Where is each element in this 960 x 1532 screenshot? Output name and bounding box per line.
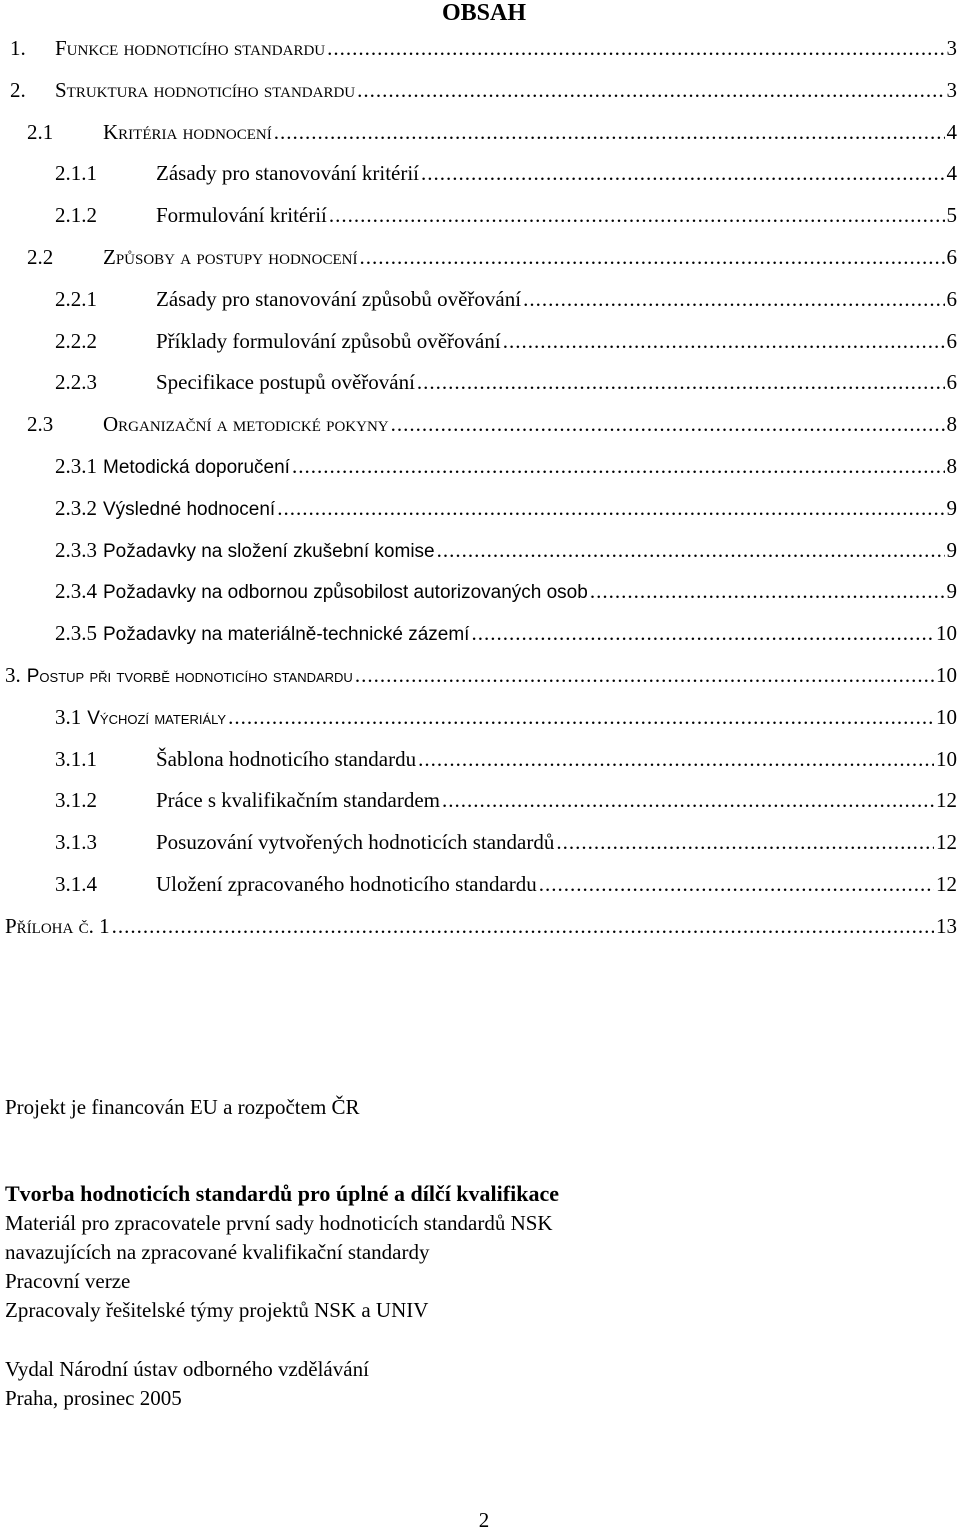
toc-entry-title: Posuzování vytvořených hodnoticích standardů (156, 830, 555, 855)
toc-entry-title: Požadavky na materiálně-technické zázemí (103, 624, 470, 646)
toc-entry-title: Práce s kvalifikačním standardem (156, 788, 440, 813)
toc-entry-number: 3.1.4 (55, 872, 97, 896)
toc-entry[interactable] (55, 827, 957, 857)
toc-entry-page: 6 (946, 286, 957, 311)
toc-entry[interactable] (55, 200, 957, 230)
dot-leader (391, 409, 945, 439)
toc-entry-title: Výsledné hodnocení (103, 498, 276, 520)
dot-leader (503, 326, 945, 356)
toc-entry-page: 3 (946, 36, 957, 60)
toc-entry-page: 10 (936, 704, 957, 729)
toc-entry[interactable] (55, 535, 957, 565)
toc-entry-number: 2.2.2 (55, 328, 97, 353)
publisher-line: Vydal Národní ústav odborného vzdělávání (5, 1357, 369, 1381)
toc-entry[interactable] (10, 75, 957, 105)
dot-leader (359, 242, 944, 272)
dot-leader (437, 535, 945, 565)
toc-entry[interactable] (55, 326, 957, 356)
dot-leader (539, 869, 934, 899)
toc-entry-number: 2.2 (27, 245, 54, 269)
dot-leader (292, 451, 945, 481)
toc-entry-title: Uložení zpracovaného hodnoticího standardu (156, 872, 537, 896)
toc-entry-number: 2.3.3 (55, 537, 97, 562)
toc-entry-page: 9 (946, 579, 957, 604)
toc-heading: OBSAH (441, 0, 527, 26)
description-line: Materiál pro zpracovatele první sady hodnoticích standardů NSK (5, 1211, 553, 1235)
dot-leader (590, 576, 945, 606)
toc-entry-title: Specifikace postupů ověřování (156, 370, 415, 395)
toc-entry-number: 3.1.3 (55, 830, 97, 855)
toc-entry-page: 3 (946, 77, 957, 102)
toc-entry-page: 10 (936, 746, 957, 771)
dot-leader (277, 493, 944, 523)
toc-entry-title: Kritéria hodnocení (103, 119, 272, 144)
toc-entry-title: Funkce hodnoticího standardu (55, 36, 326, 60)
page-number: 2 (478, 1508, 490, 1532)
toc-entry-page: 5 (946, 203, 957, 228)
toc-entry[interactable] (55, 367, 957, 397)
dot-leader (417, 367, 945, 397)
toc-entry-page: 6 (946, 328, 957, 353)
toc-entry-page: 12 (936, 830, 957, 855)
project-description (5, 1209, 553, 1325)
description-line: Pracovní verze (5, 1269, 131, 1293)
toc-entry-title: Formulování kritérií (156, 203, 327, 228)
toc-entry-page: 4 (946, 161, 957, 186)
dot-leader (556, 827, 934, 857)
toc-entry-number: 2.2.3 (55, 370, 97, 395)
dot-leader (228, 702, 934, 732)
toc-entry-title: Metodická doporučení (103, 457, 290, 478)
toc-entry[interactable] (55, 744, 957, 774)
toc-entry-title: Postup při tvorbě hodnoticího standardu (26, 666, 353, 687)
toc-entry-number: 2.3.5 (55, 621, 97, 646)
toc-entry[interactable] (27, 242, 957, 272)
toc-entry-number: 2.3.4 (55, 579, 97, 604)
toc-entry[interactable] (55, 451, 957, 481)
toc-entry-number: 3. (5, 663, 21, 687)
toc-entry-number: 1. (10, 36, 26, 60)
toc-entry[interactable] (55, 158, 957, 188)
dot-leader (329, 200, 945, 230)
toc-entry[interactable] (55, 869, 957, 899)
toc-entry-title: Výchozí materiály (87, 707, 227, 729)
toc-entry[interactable] (27, 117, 957, 147)
toc-entry-number: 2. (10, 77, 26, 102)
dot-leader (523, 284, 944, 314)
toc-entry-number: 2.3 (27, 412, 54, 437)
toc-entry[interactable] (55, 284, 957, 314)
toc-entry-title: Požadavky na složení zkušební komise (103, 540, 435, 562)
dot-leader (442, 785, 934, 815)
toc-entry-number: 2.1.1 (55, 161, 97, 186)
toc-entry-page: 6 (946, 370, 957, 395)
description-line: Zpracovaly řešitelské týmy projektů NSK a UNIV (5, 1298, 429, 1322)
toc-entry-page: 10 (936, 621, 957, 646)
project-title: Tvorba hodnoticích standardů pro úplné a dílčí kvalifikace (5, 1181, 559, 1206)
toc-entry-title: Zásady pro stanovování způsobů ověřování (156, 286, 522, 311)
toc-entry-title: Zásady pro stanovování kritérií (156, 161, 420, 186)
toc-entry-page: 12 (936, 788, 957, 813)
toc-entry-page: 13 (936, 913, 957, 938)
toc-entry-number: 3.1 (55, 704, 82, 729)
dot-leader (355, 660, 934, 690)
toc-entry-number: 3.1.2 (55, 788, 97, 813)
toc-entry-title: Šablona hodnoticího standardu (156, 746, 417, 771)
toc-entry-page: 6 (946, 245, 957, 269)
toc-entry-page: 9 (946, 495, 957, 520)
dot-leader (112, 911, 934, 941)
toc-entry-number: 2.1 (27, 119, 54, 144)
dot-leader (421, 158, 944, 188)
toc-entry-page: 8 (946, 412, 957, 437)
toc-entry-page: 9 (946, 537, 957, 562)
toc-entry-page: 4 (946, 119, 957, 144)
toc-entry-title: Příloha č. 1 (5, 913, 110, 938)
toc-entry-number: 2.3.2 (55, 495, 97, 520)
publisher-info (5, 1355, 369, 1413)
toc-entry-title: Příklady formulování způsobů ověřování (156, 328, 501, 353)
toc-entry-page: 8 (946, 454, 957, 478)
toc-entry[interactable] (55, 785, 957, 815)
toc-entry[interactable] (55, 702, 957, 732)
toc-entry[interactable] (5, 911, 957, 941)
toc-entry-number: 2.2.1 (55, 286, 97, 311)
dot-leader (274, 117, 945, 147)
funding-note: Projekt je financován EU a rozpočtem ČR (5, 1095, 360, 1119)
description-line: navazujících na zpracované kvalifikační standardy (5, 1240, 430, 1264)
toc-entry[interactable] (10, 33, 957, 63)
toc-entry-title: Struktura hodnoticího standardu (55, 77, 356, 102)
toc-entry-page: 10 (936, 663, 957, 687)
dot-leader (327, 33, 944, 63)
toc-entry-title: Způsoby a postupy hodnocení (103, 245, 358, 269)
toc-entry-number: 3.1.1 (55, 746, 97, 771)
dot-leader (471, 618, 934, 648)
dot-leader (357, 75, 944, 105)
toc-entry[interactable] (5, 660, 957, 690)
dot-leader (418, 744, 934, 774)
publisher-line: Praha, prosinec 2005 (5, 1386, 182, 1410)
toc-entry-title: Organizační a metodické pokyny (103, 412, 389, 437)
toc-entry[interactable] (55, 576, 957, 606)
toc-entry[interactable] (55, 618, 957, 648)
toc-entry[interactable] (55, 493, 957, 523)
toc-entry-number: 2.3.1 (55, 454, 97, 478)
toc-entry-number: 2.1.2 (55, 203, 97, 228)
toc-entry-page: 12 (936, 872, 957, 896)
toc-entry[interactable] (27, 409, 957, 439)
toc-entry-title: Požadavky na odbornou způsobilost autorizovaných osob (103, 582, 588, 604)
